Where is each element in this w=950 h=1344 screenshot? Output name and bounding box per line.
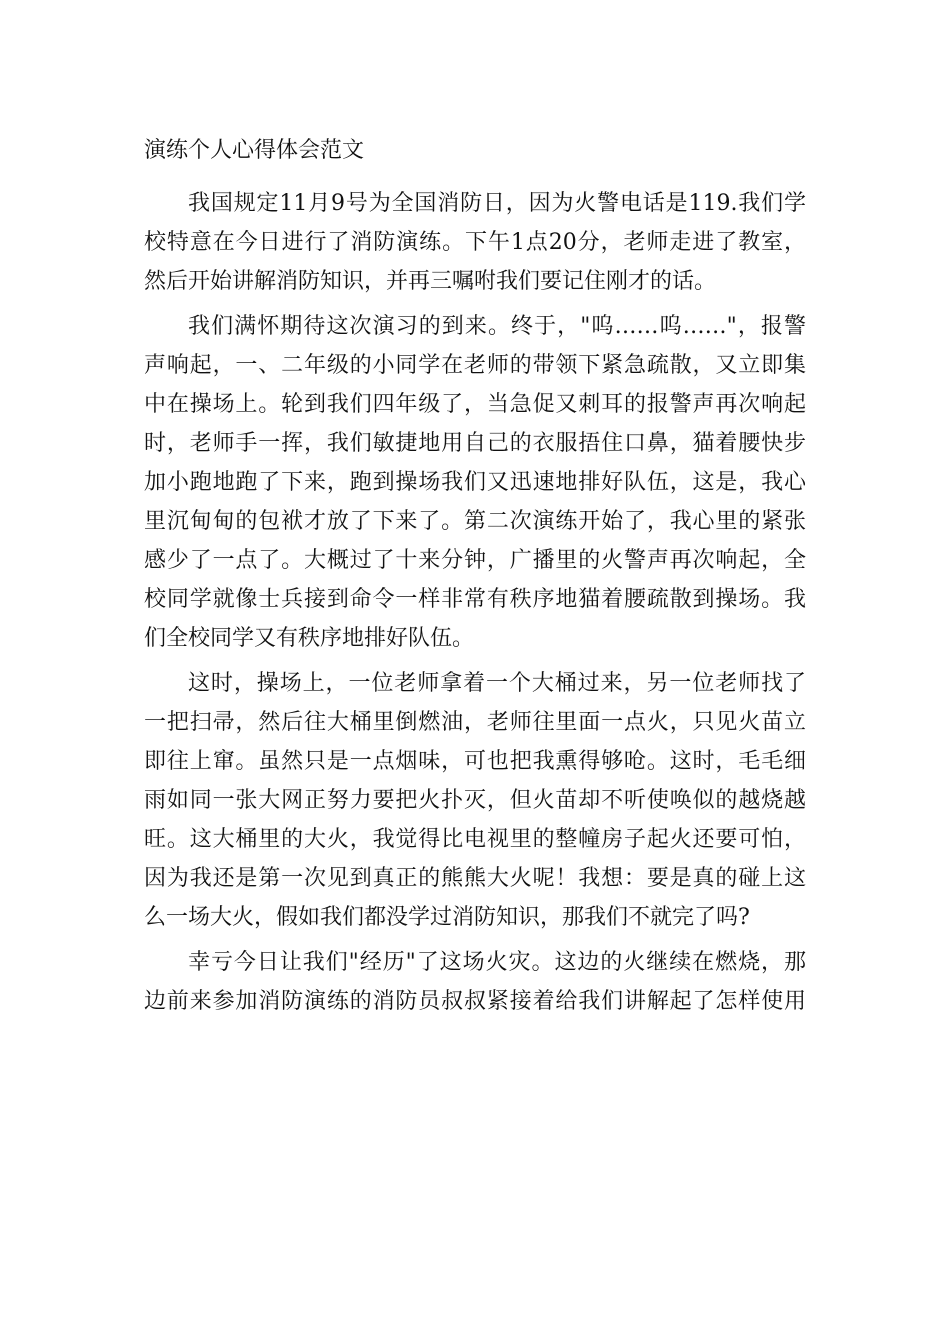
paragraph-line: 们全校同学又有秩序地排好队伍。 (144, 626, 475, 651)
paragraph-line: 声响起，一、二年级的小同学在老师的带领下紧急疏散，又立即集 (144, 353, 806, 378)
paragraph-line: 感少了一点了。大概过了十来分钟，广播里的火警声再次响起，全 (144, 548, 806, 573)
paragraph-line: 校特意在今日进行了消防演练。下午1点20分，老师走进了教室， (144, 230, 806, 255)
paragraph (144, 307, 806, 658)
paragraph-line: 然后开始讲解消防知识，并再三嘱咐我们要记住刚才的话。 (144, 269, 717, 294)
paragraph-line: 加小跑地跑了下来，跑到操场我们又迅速地排好队伍，这是，我心 (144, 470, 806, 495)
document-body (144, 184, 806, 1027)
paragraph-line: 边前来参加消防演练的消防员叔叔紧接着给我们讲解起了怎样使用 (144, 989, 806, 1014)
document-title: 演练个人心得体会范文 (144, 138, 365, 163)
paragraph-line: 我国规定11月9号为全国消防日，因为火警电话是119.我们学 (188, 191, 806, 216)
paragraph-line: 雨如同一张大网正努力要把火扑灭，但火苗却不听使唤似的越烧越 (144, 788, 806, 813)
paragraph-line: 幸亏今日让我们"经历"了这场火灾。这边的火继续在燃烧，那 (188, 950, 806, 975)
paragraph (144, 664, 806, 937)
paragraph (144, 184, 806, 301)
paragraph-line: 中在操场上。轮到我们四年级了，当急促又刺耳的报警声再次响起 (144, 392, 806, 417)
paragraph-line: 旺。这大桶里的大火，我觉得比电视里的整幢房子起火还要可怕， (144, 827, 806, 852)
paragraph-line: 即往上窜。虽然只是一点烟味，可也把我熏得够呛。这时，毛毛细 (144, 749, 806, 774)
paragraph-line: 里沉甸甸的包袱才放了下来了。第二次演练开始了，我心里的紧张 (144, 509, 806, 534)
paragraph-line: 这时，操场上，一位老师拿着一个大桶过来，另一位老师找了 (188, 671, 806, 696)
paragraph-line: 校同学就像士兵接到命令一样非常有秩序地猫着腰疏散到操场。我 (144, 587, 806, 612)
paragraph-line: 一把扫帚，然后往大桶里倒燃油，老师往里面一点火，只见火苗立 (144, 710, 806, 735)
paragraph-line: 么一场大火，假如我们都没学过消防知识，那我们不就完了吗? (144, 905, 750, 930)
paragraph (144, 943, 806, 1021)
paragraph-line: 因为我还是第一次见到真正的熊熊大火呢！我想：要是真的碰上这 (144, 866, 806, 891)
paragraph-line: 时，老师手一挥，我们敏捷地用自己的衣服捂住口鼻，猫着腰快步 (144, 431, 806, 456)
paragraph-line: 我们满怀期待这次演习的到来。终于，"呜……呜……"，报警 (188, 314, 806, 339)
